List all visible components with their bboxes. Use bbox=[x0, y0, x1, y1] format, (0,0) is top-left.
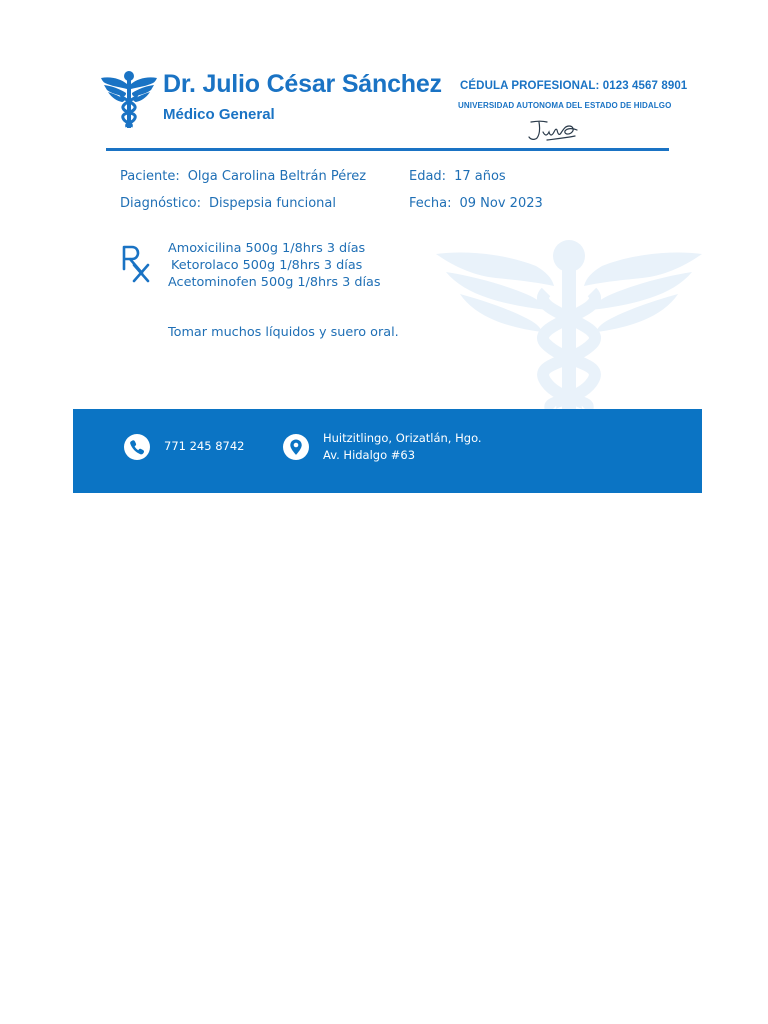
header-divider bbox=[106, 148, 669, 151]
location-pin-icon bbox=[283, 434, 309, 460]
patient-name-label: Paciente: bbox=[120, 169, 180, 184]
doctor-name: Dr. Julio César Sánchez bbox=[163, 70, 442, 98]
address-line-2: Av. Hidalgo #63 bbox=[323, 448, 416, 462]
medication-item-2: Ketorolaco 500g 1/8hrs 3 días bbox=[171, 258, 363, 273]
caduceus-watermark-icon bbox=[436, 232, 702, 410]
diagnosis-field bbox=[120, 196, 336, 211]
medication-item-1: Amoxicilina 500g 1/8hrs 3 días bbox=[168, 241, 366, 256]
patient-name-field bbox=[120, 169, 366, 184]
caduceus-icon bbox=[101, 70, 157, 128]
date-value: 09 Nov 2023 bbox=[459, 196, 543, 211]
patient-age-label: Edad: bbox=[409, 169, 447, 184]
patient-name-value: Olga Carolina Beltrán Pérez bbox=[187, 169, 367, 184]
rx-icon bbox=[120, 243, 154, 283]
doctor-specialty: Médico General bbox=[163, 106, 275, 123]
phone-number[interactable]: 771 245 8742 bbox=[164, 439, 245, 453]
patient-age-field bbox=[409, 169, 506, 184]
university-name: UNIVERSIDAD AUTONOMA DEL ESTADO DE HIDALGO bbox=[458, 101, 672, 110]
signature-icon bbox=[525, 116, 581, 144]
professional-license: CÉDULA PROFESIONAL: 0123 4567 8901 bbox=[460, 80, 688, 92]
medication-item-3: Acetominofen 500g 1/8hrs 3 días bbox=[168, 275, 381, 290]
address-line-1: Huitzitlingo, Orizatlán, Hgo. bbox=[323, 431, 482, 445]
patient-age-value: 17 años bbox=[454, 169, 506, 184]
diagnosis-label: Diagnóstico: bbox=[120, 196, 201, 211]
date-label: Fecha: bbox=[409, 196, 452, 211]
phone-icon bbox=[124, 434, 150, 460]
date-field bbox=[409, 196, 543, 211]
prescription-note: Tomar muchos líquidos y suero oral. bbox=[168, 325, 399, 340]
diagnosis-value: Dispepsia funcional bbox=[209, 196, 336, 211]
